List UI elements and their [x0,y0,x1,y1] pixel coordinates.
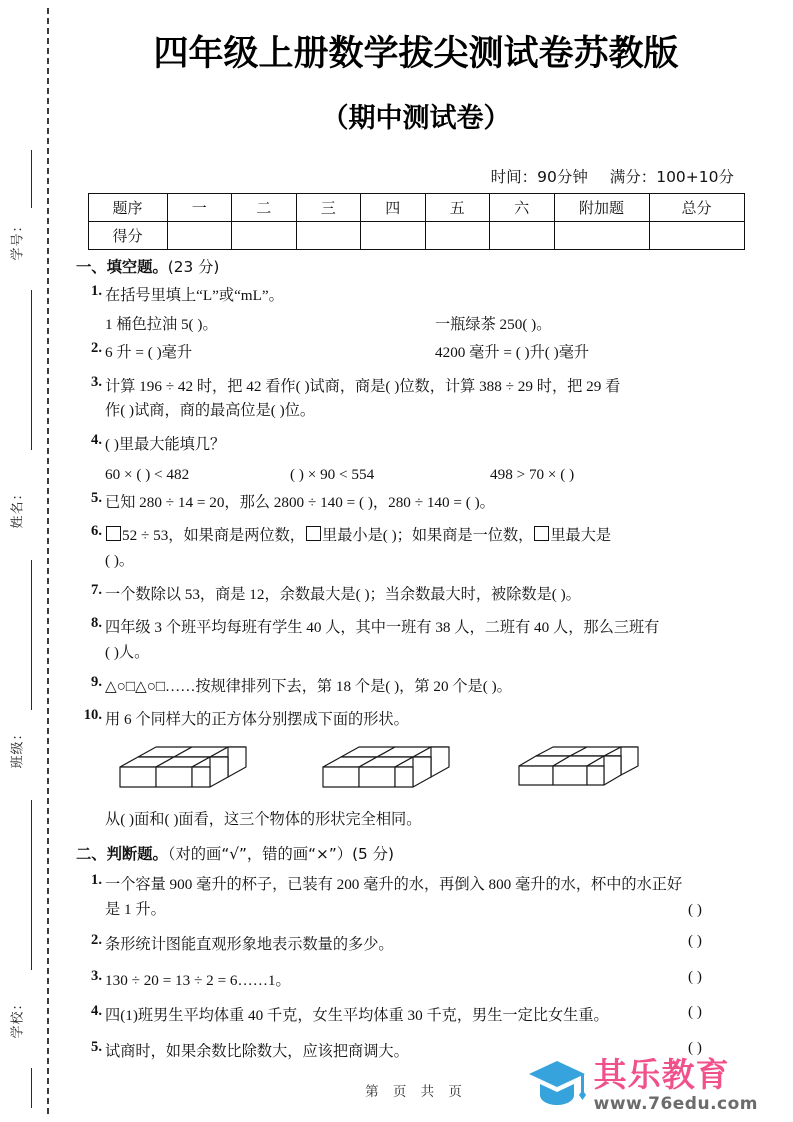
score-table-row-label-1: 得分 [88,222,167,250]
q6-part3: 里最大是 [550,527,612,545]
q4-item-3[interactable]: 498 > 70 × ( ) [490,465,575,483]
question-number: 5. [91,489,102,506]
question-2-1 [76,873,752,922]
cube-figure-3-svg [512,743,652,799]
page-subtitle: （期中测试卷） [321,103,511,134]
score-table-col-7: 总分 [649,194,744,222]
brand-url: www.76edu.com [593,1093,758,1114]
question-number: 1. [91,283,102,300]
score-table-col-1: 二 [232,194,297,222]
question-1-3 [76,375,752,424]
score-cell-1[interactable] [232,222,297,250]
section-2-instruction: （对的画“√”，错的画“×”） [167,844,353,863]
q6-part1: 52 ÷ 53，如果商是两位数， [122,527,305,545]
section-2-points: (5 分) [352,844,394,863]
score-cell-0[interactable] [167,222,232,250]
section-1-title: 一、填空题。 [76,258,168,276]
score-table-col-6: 附加题 [554,194,649,222]
margin-rule-5 [31,1068,32,1108]
question-number: 1. [91,871,102,888]
exam-meta [62,165,734,187]
square-box-icon [306,526,321,541]
question-text: 在括号里填上“L”或“mL”。 [105,287,284,305]
question-number: 2. [91,932,102,949]
question-1-1-subitems [105,317,752,332]
margin-rule-1 [31,150,32,208]
question-number: 8. [91,615,102,632]
q1-sub-left[interactable]: 1 桶色拉油 5( )。 [105,315,218,333]
q1-sub-right[interactable]: 一瓶绿茶 250( )。 [435,315,552,333]
score-cell-5[interactable] [490,222,555,250]
exam-content [76,260,752,1065]
question-number: 6. [91,523,102,540]
table-row-scores [88,222,744,250]
cube-figure-2-svg [315,743,460,799]
question-1-4-items [105,467,752,482]
question-1-5 [76,491,752,516]
table-row-header [88,194,744,222]
q4-item-1[interactable]: 60 × ( ) < 482 [105,465,190,483]
q3-line2[interactable]: 作( )试商，商的最高位是( )位。 [105,402,316,420]
question-number: 3. [91,967,102,984]
cube-figures-group [112,743,752,802]
section-1-points: (23 分) [167,258,220,276]
q2-right[interactable]: 4200 毫升 = ( )升( )毫升 [435,344,590,362]
question-2-3 [76,969,752,994]
cube-figure-3 [512,743,652,802]
score-table-col-0: 一 [167,194,232,222]
q10-text: 用 6 个同样大的正方体分别摆成下面的形状。 [105,711,409,729]
q4-item-2[interactable]: ( ) × 90 < 554 [290,465,375,483]
question-number: 3. [91,373,102,390]
q8-line1: 四年级 3 个班平均每班有学生 40 人，其中一班有 38 人，二班有 40 人，那么三班有 [105,619,660,637]
score-cell-3[interactable] [361,222,426,250]
cube-figure-1 [112,743,257,802]
q3-line1[interactable]: 计算 196 ÷ 42 时，把 42 看作( )试商，商是( )位数，计算 388 ÷ 29 时，把 29 看 [105,377,621,395]
score-table-col-3: 四 [361,194,426,222]
margin-rule-3 [31,560,32,710]
j5-text: 试商时，如果余数比除数大，应该把商调大。 [105,1043,409,1061]
margin-rule-2 [31,290,32,450]
square-box-icon [106,526,121,541]
score-table-col-5: 六 [490,194,555,222]
cube-figure-1-svg [112,743,257,799]
margin-label-student-name: 姓名： [10,486,26,529]
score-cell-4[interactable] [425,222,490,250]
section-heading-fill-in-blank [76,260,752,275]
question-number: 10. [83,707,102,724]
q9-text[interactable]: △○□△○□……按规律排列下去，第 18 个是( )，第 20 个是( )。 [105,677,512,695]
question-number: 5. [91,1039,102,1056]
graduation-cap-icon [526,1057,588,1114]
logo-text-group [593,1054,758,1114]
score-table-col-4: 五 [425,194,490,222]
question-number: 7. [91,581,102,598]
question-1-7 [76,583,752,608]
j1-line1: 一个容量 900 毫升的杯子，已装有 200 毫升的水，再倒入 800 毫升的水，杯中的水正好 [105,875,683,893]
q6-part2: 里最小是( )；如果商是一位数， [322,527,534,545]
section-heading-judgment [76,844,752,863]
question-1-4 [76,433,752,458]
brand-name: 其乐教育 [593,1054,730,1094]
margin-label-student-number: 学号： [10,218,26,261]
page-title: 四年级上册数学拔尖测试卷苏教版 [153,34,679,74]
q4-text[interactable]: ( )里最大能填几？ [105,436,226,453]
question-1-10 [76,708,752,733]
score-table-row-label-0: 题序 [88,194,167,222]
question-1-8 [76,616,752,665]
j2-text: 条形统计图能直观形象地表示数量的多少。 [105,936,394,954]
section-2-title: 二、判断题。 [76,844,168,863]
question-1-2 [76,341,752,366]
j1-answer-blank[interactable]: ( ) [688,900,702,918]
score-table [88,193,745,250]
q6-line1[interactable] [105,524,752,549]
q7-text[interactable]: 一个数除以 53，商是 12，余数最大是( )；当余数最大时，被除数是( )。 [105,585,581,603]
j2-answer-blank[interactable]: ( ) [688,932,702,950]
j3-answer-blank[interactable]: ( ) [688,967,702,985]
q5-text[interactable]: 已知 280 ÷ 14 = 20，那么 2800 ÷ 140 = ( )，280 ÷ 140 = ( )。 [105,493,495,511]
question-number: 9. [91,673,102,690]
exam-time: 时间：90分钟 [490,168,588,186]
j4-answer-blank[interactable]: ( ) [688,1003,702,1021]
cube-figure-2 [315,743,460,802]
j1-line2: 是 1 升。 [105,900,166,918]
margin-rule-4 [31,800,32,970]
score-cell-2[interactable] [296,222,361,250]
j3-text: 130 ÷ 20 = 13 ÷ 2 = 6……1。 [105,971,291,989]
margin-label-class: 班级： [10,726,26,769]
j5-answer-blank[interactable]: ( ) [688,1039,702,1057]
question-number: 4. [91,432,102,448]
question-1-9 [76,675,752,700]
question-number: 2. [91,340,102,357]
margin-label-school: 学校： [10,996,26,1039]
square-box-icon [534,526,549,541]
question-2-4 [76,1004,752,1029]
question-1-6 [76,524,752,573]
question-2-2 [76,933,752,958]
q6-line2[interactable]: ( )。 [105,552,135,570]
score-table-col-2: 三 [296,194,361,222]
cut-line [47,8,49,1114]
left-margin [0,0,60,1122]
page-footer: 第 页 共 页 [365,1084,467,1100]
exam-sheet [62,0,770,1122]
q10-caption[interactable]: 从( )面和( )面看，这三个物体的形状完全相同。 [105,811,422,829]
score-cell-7[interactable] [649,222,744,250]
q8-line2[interactable]: ( )人。 [105,643,150,661]
brand-logo [526,1054,758,1114]
j4-text: 四(1)班男生平均体重 40 千克，女生平均体重 30 千克，男生一定比女生重。 [105,1007,609,1025]
q2-columns [105,341,752,366]
question-1-1 [76,284,752,309]
exam-full-marks: 满分：100+10分 [609,168,734,186]
question-number: 4. [91,1003,102,1020]
score-cell-6[interactable] [554,222,649,250]
q2-left[interactable]: 6 升 = ( )毫升 [105,344,193,362]
